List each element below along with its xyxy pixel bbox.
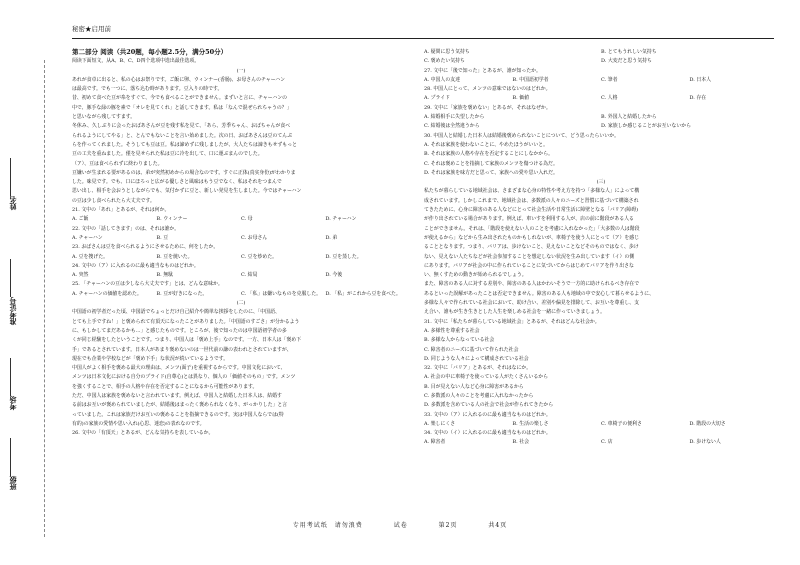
passage-line: っていました。これは家族だけお互いの褒めることを指摘できるのです。実は中国人ならでは(特 <box>72 411 284 418</box>
answer-option[interactable]: B. 社会 <box>512 439 529 446</box>
text-line: また、障害のある人に対する差別や、障害のある人はかわいそうで一方的に助けられるべき存在で <box>424 281 640 288</box>
answer-option[interactable]: D. 「私」がこれから豆を食べた。 <box>325 290 401 297</box>
answer-options <box>424 57 778 66</box>
answer-option[interactable]: B. 生活の楽しさ <box>512 420 549 427</box>
question-text: 23. おばさんは豆を食べられるようにさせるために、何をしたか。 <box>72 244 219 251</box>
passage-line: 豆の工夫を重ねました。僅を見せられた私は豆に冷を出して、口に運ぶまんのでした。 <box>72 151 263 158</box>
text-line: A. 多様性を尊重する社会 <box>424 327 480 334</box>
text-line: が使えるから」などから生み出されたものかもしれないが、車椅子を使う人にとって（ア）を感じ <box>424 234 640 241</box>
answer-option[interactable]: B. 豆が好きになった。 <box>156 290 208 297</box>
answer-option[interactable]: C. 結局 <box>241 272 258 279</box>
passage-line: は最高です。でも一つに、落ち込む時があります。豆入りの時です。 <box>72 86 223 93</box>
right-column <box>424 48 778 448</box>
passage-line: 有的)の家族の愛情や思い入れ(心思、迷恋)の表れなのです。 <box>72 420 205 427</box>
answer-option[interactable]: D. 家族しか感じることがお互いないから <box>601 123 691 130</box>
text-line: B. それは家族の人格や存在を否定することにしなかから。 <box>424 151 553 158</box>
passage-line: 現在でも企業や学校などが「褒め下手」な状況が続いているようです。 <box>72 355 229 362</box>
question-text: 24. 文中の（ア）に入れるのに最も適当なものはどれか。 <box>72 262 199 269</box>
text-line: 28. 中国人にとって、メンツの意味ではないのはどれか。 <box>424 86 551 93</box>
text-line: ない、見えない人たちなどが社会参加することを想定しない状況を生み出しています（イ）の側 <box>424 253 635 260</box>
passage-line: （ア）、豆は食べられずに終わりました。 <box>72 160 163 167</box>
answer-options <box>424 48 778 57</box>
passage-line: あれが食卓に出ると、私の心はお祭りです。ご飯に卵、ウィンナー(香肠)、お母さんのチャーハン <box>72 76 286 83</box>
answer-option[interactable]: C. 結婚後は全然違うから <box>424 123 480 130</box>
text-line: ることとなります。つまり、バリアは、歩けないこと、見えないことなどそのものではなく、歩け <box>424 244 639 251</box>
text-line: 29. 文中に「家族を褒めない」とあるが、それはなぜか。 <box>424 104 551 111</box>
header-rule <box>72 38 774 39</box>
answer-option[interactable]: A. 疑問に思う気持ち <box>424 49 470 55</box>
answer-option[interactable]: D. 階段の大切さ <box>689 420 726 427</box>
passage-one <box>72 76 410 206</box>
answer-option[interactable]: D. チャーハン <box>325 216 357 223</box>
answer-option[interactable]: A. 楽しにくさ <box>424 420 456 427</box>
text-line: D. それは家族を味方だと思って、家族への愛や思い入れだ。 <box>424 169 558 176</box>
questions-one <box>72 206 410 299</box>
answer-option[interactable]: D. 存在 <box>689 95 707 102</box>
class-field[interactable]: 班级 <box>8 420 42 490</box>
answer-option[interactable]: D. 歩けない人 <box>689 439 721 446</box>
text-line: 27. 文中に「後で知った」とあるが、誰が知ったか。 <box>424 67 541 74</box>
question-text: 22. 文中の「話してきます」のは、それは誰か。 <box>72 225 180 232</box>
answer-option[interactable]: D. 大変だと思う気持ち <box>601 58 652 65</box>
answer-options <box>424 122 778 131</box>
text-line: B. 目が見えない人など心身に障害があるから <box>424 383 524 390</box>
answer-option[interactable]: C. 車椅子の便利さ <box>601 420 642 427</box>
instructions: 阅读下面短文，从A、B、C、D四个选项中选出最佳选项。 <box>72 58 200 65</box>
binding-line <box>44 60 45 537</box>
answer-option[interactable]: C. 店 <box>601 439 613 446</box>
answer-option[interactable]: D. 弟 <box>325 234 338 241</box>
answer-option[interactable]: B. 無駄 <box>156 272 173 279</box>
answer-options <box>72 234 410 243</box>
text-line: A. それは家族を使わないことに、やめたほうがいいと。 <box>424 141 549 148</box>
passage-line: 豆嫌いが生まれる要があるのは、弟が突然初めからの場合なのです。すぐに正体(真实身份)がわかりま <box>72 169 296 176</box>
answer-option[interactable]: C. 「私」は嫌いなものを克服した。 <box>241 290 322 297</box>
answer-option[interactable]: C. 筆者 <box>601 76 618 83</box>
answer-options <box>424 113 778 122</box>
answer-options <box>424 420 778 429</box>
text-line: 34. 文中の（イ）に入れるのに最も適当なものはどれか。 <box>424 430 551 437</box>
passage-line: メンツは日本文化における自分のプライド(自尊心)とは異なり、個人の「価値そのもの」です。メンツ <box>72 374 296 381</box>
text-line: 31. 文中に「私たちが暮らしている地域社会」とあるが、それはどんな社会か。 <box>424 318 600 325</box>
passage-line: と思いながら残してすます。 <box>72 114 136 121</box>
answer-option[interactable]: A. チャーハンの価値を認めた。 <box>72 290 142 297</box>
passage-line: 中で、豚手な緑の豚を素で「オレを見てくれ」と話してきます。私は「なんで混ぜられちゃうの？」 <box>72 104 292 111</box>
passage-line: らを作ってくれました。そうしても豆は豆。私は諦めずに残しましたが、大人たちは諦きもせずもっと <box>72 141 297 148</box>
passage-line: 中国語の初学者だった頃、中国語でちょっとだけ自己紹介や簡単な挨拶をしたのに、「中国語、 <box>72 309 280 316</box>
answer-option[interactable]: B. 価値 <box>512 95 529 102</box>
passage-line: を強くすることで、相手の人格や存在を否定することになるから可能性があります。 <box>72 383 258 390</box>
passage-line: くが同じ経験をしたということです。つまり、中国人は「褒め上手」なのです。一方、日本人は「褒め下 <box>72 337 302 344</box>
answer-option[interactable]: A. 突然 <box>72 272 89 279</box>
answer-option[interactable]: B. とてもうれしい気持ち <box>601 49 657 55</box>
passage-line: ただ、中国人は家族を褒めないと言われています。例えば、中国人と結婚した日本人は、結婚す <box>72 392 282 399</box>
answer-option[interactable]: A. 中国人の友達 <box>424 76 460 83</box>
text-line: ことができません。それは、「階段を使えない人のことを考慮に入れなかった」「大多数の人は階段 <box>424 225 640 232</box>
passage-line: した。味見です。でも、口にほろっと広がる優しさと風味はもう豆でなく、私はそれをつまんで <box>72 179 282 186</box>
passage-line: る前はお互いが褒められていましたが、結婚後はまったく褒められなくなり、がっかりした」と言 <box>72 402 288 409</box>
answer-option[interactable]: D. 日本人 <box>689 76 712 83</box>
passage-number: (二) <box>236 300 246 307</box>
answer-options <box>72 253 410 262</box>
section-title: 第二部分 阅读（共20题，每小题2.5分，满分50分） <box>72 48 228 56</box>
text-line: にあります。バリアが社会の中に作られていることに気づいてからはじめてバリアを作り出さな <box>424 262 634 269</box>
answer-options <box>424 438 778 447</box>
text-line: が作り出されている場合があります。例えば、車いすを利用する人が、店の前に階段がある人る <box>424 216 634 223</box>
text-line: A. 社会の中に車椅子を使っている人がたくさんいるから <box>424 374 549 381</box>
text-line: え合い、誰もが生き生きとした人生を楽しめる社会を一緒に作っていきましょう。 <box>424 309 605 316</box>
text-line: C. それは褒めことを指摘して家族のメンツを傷つける為だ。 <box>424 160 558 167</box>
answer-option[interactable]: B. 豆を焼いた。 <box>156 253 193 260</box>
passage-number: (三) <box>596 179 606 186</box>
text-line: C. 障害者のニーズに基づいて作られた社会 <box>424 346 519 353</box>
answer-options <box>72 290 410 299</box>
passage-two <box>72 308 410 438</box>
passage-line: 冬休み、久しぶりに会ったおばあさんが豆を残す私を見て、「あら、芳季ちゃん、おばちゃんが食べ <box>72 123 291 130</box>
answer-option[interactable]: A. 障害者 <box>424 439 446 446</box>
answer-option[interactable]: A. 豆を捜げた。 <box>72 253 108 260</box>
page-footer: 专用考试纸 请勿浪费 试卷 第2页 共4页 <box>292 522 508 529</box>
answer-option[interactable]: C. 人格 <box>601 95 618 102</box>
text-line: D. 同じような人々によって構成されている社会 <box>424 355 529 362</box>
answer-option[interactable]: B. 豆 <box>156 234 169 241</box>
passage-line: られるようにしてやる」と、とんでもないことを言い始めました。次の日、おばあさんは豆のてんぷ <box>72 132 293 139</box>
answer-option[interactable]: A. チャーハン <box>72 234 103 241</box>
text-line: あるといった誤解があったことは否定できません。障害のある人も地域の中で安心して暮らせるように、 <box>424 290 654 297</box>
text-line: C. 多数派の人々のことを考慮に入れなかったから <box>424 392 534 399</box>
answer-option[interactable]: D. 豆を蒸した。 <box>325 253 362 260</box>
text-line: B. 多様な人からなっている社会 <box>424 337 495 344</box>
text-line: い、無くすための動きが始められるでしょう。 <box>424 272 527 279</box>
text-line: 私たちが暮らしている地域社会は、さまざまな心身の特性や考え方を持つ「多様な人」によって構 <box>424 188 640 195</box>
passage-line: 26. 文中の「有頂天」とあるが、どんな気持ちを表しているか。 <box>72 430 214 437</box>
answer-option[interactable]: C. 豆を炒めた。 <box>241 253 278 260</box>
question-text: 25. 「チャーハンの豆は少しなら大丈夫です」とは、どんな意味か。 <box>72 281 223 288</box>
answer-options <box>72 215 410 224</box>
answer-option[interactable]: B. 中国語初学者 <box>512 76 549 83</box>
answer-option[interactable]: C. 褒めたい気持ち <box>424 58 465 65</box>
exam-number-field[interactable]: 准考证号 <box>8 235 42 325</box>
text-line: 成されています。しかしこれまで、地域社会は、多数派の人々のニーズと習慣に基づいて構築され <box>424 197 639 204</box>
answer-option[interactable]: B. 外国人と結婚したから <box>601 114 657 121</box>
answer-option[interactable]: B. ウィンナー <box>156 216 188 223</box>
answer-options <box>424 94 778 103</box>
answer-option[interactable]: A. ご飯 <box>72 216 89 223</box>
text-line: 33. 文中の（ア）に入れるのに最も適当なものはどれか。 <box>424 411 551 418</box>
passage-line: 昔、初めて食べた豆が糸をすぐて、今でも食べることができません。まずいと言に、チャーハンの <box>72 95 287 102</box>
answer-option[interactable]: C. お母さん <box>241 234 268 241</box>
exam-room-field[interactable]: 考场 <box>8 340 42 410</box>
passage-line: とても上手ですね！」と褒められて有頂天になったことがありました。「中国語のすごさ」が分かるよう <box>72 318 300 325</box>
passage-line: 思い出し、相手を会おうとしながらでも、気付かずに豆と、新しい発見を生しました。今ではチャーハン <box>72 188 302 195</box>
question-text: 21. 文中の「あれ」とあるが、それは何か。 <box>72 207 170 214</box>
answer-option[interactable]: C. 母 <box>241 216 253 223</box>
answer-option[interactable]: A. 結婚相手に失望したから <box>424 114 485 121</box>
text-line: 32. 文中に「バリア」とあるが、それはなにか。 <box>424 365 532 372</box>
answer-options <box>424 76 778 85</box>
passage-number: (一) <box>236 67 246 74</box>
text-line: 多様な人々で作られている社会において、助け合い、差別や偏見を排除して、お互いを尊重し、支 <box>424 300 639 307</box>
name-field[interactable]: 姓名 <box>8 140 42 210</box>
passage-line: の豆は少し食べられたら大丈夫です。 <box>72 197 155 204</box>
text-line: D. 多数派を含めている人の社会で社会が作られてきたから <box>424 402 554 409</box>
answer-option[interactable]: A. プライド <box>424 95 451 102</box>
answer-options <box>72 271 410 280</box>
answer-option[interactable]: D. 今後 <box>325 272 343 279</box>
confidential-label: 秘密★启用前 <box>72 25 111 33</box>
text-line: 30. 中国人と結婚した日本人は結婚後褒められないことについて、どう思ったらいいか。 <box>424 132 619 139</box>
left-column <box>72 48 410 438</box>
passage-line: に、もしかしてまだあるかも…」と感じたものです。ところが、後で知ったのは中国語初学者の多 <box>72 327 287 334</box>
passage-line: 中国人がよく相手を褒める最大の理由は、メンツ(面子)を重視するからです。中国文化において、 <box>72 365 286 372</box>
text-line: てきたために、心身に障害のある人などにとって社会生活や日常生活に障壁となる「バリア(障碍) <box>424 207 639 214</box>
passage-line: 手」であるとされています。日本人があまり褒めないのは一世代前の謙の表われとされていますが、 <box>72 346 292 353</box>
